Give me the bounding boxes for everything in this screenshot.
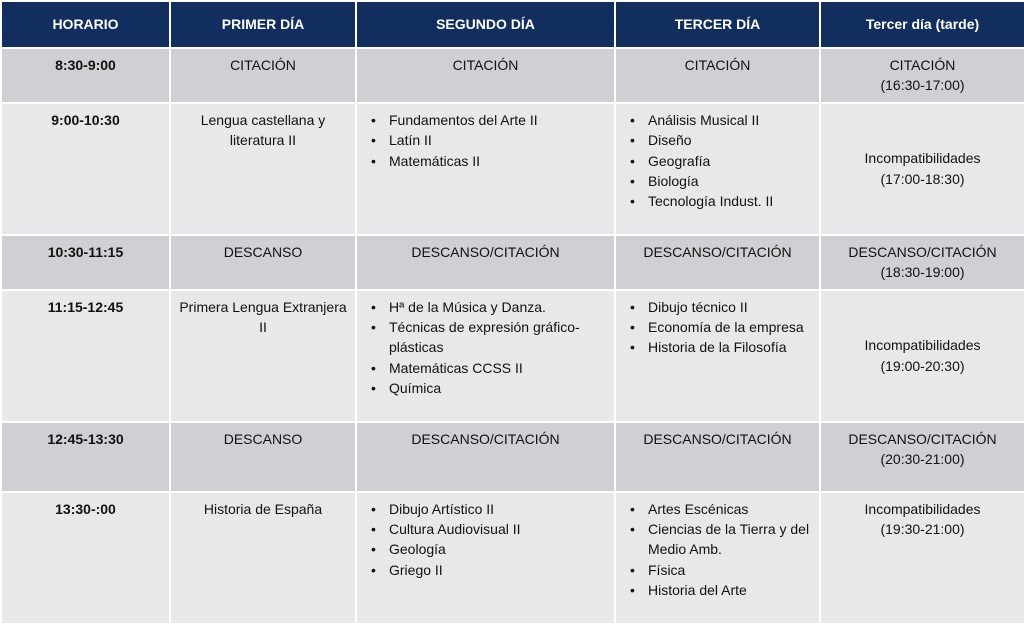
afternoon-cell <box>820 492 1024 624</box>
list-item: • Historia de la Filosofía <box>628 337 811 357</box>
day2-cell <box>356 103 615 235</box>
list-item: • Dibujo técnico II <box>628 297 811 317</box>
afternoon-time: (19:00-20:30) <box>880 357 965 374</box>
header-segundo-dia: SEGUNDO DÍA <box>356 1 615 48</box>
afternoon-cell <box>820 48 1024 103</box>
list-item: • Economía de la empresa <box>628 317 811 337</box>
afternoon-time: (17:00-18:30) <box>880 170 965 187</box>
afternoon-label: Incompatibilidades <box>864 500 981 517</box>
afternoon-label: CITACIÓN <box>889 57 956 73</box>
afternoon-time: (16:30-17:00) <box>880 77 965 94</box>
header-primer-dia: PRIMER DÍA <box>170 1 356 48</box>
afternoon-time: (19:30-21:00) <box>880 521 965 538</box>
table-row <box>1 103 1024 235</box>
afternoon-label: Incompatibilidades <box>864 150 981 167</box>
list-item: • Matemáticas II <box>369 151 606 171</box>
day1-cell: Lengua castellana y literatura II <box>170 103 356 235</box>
list-item: • Biología <box>628 171 811 191</box>
table-row <box>1 48 1024 103</box>
day2-cell: DESCANSO/CITACIÓN <box>356 422 615 492</box>
subject-list <box>369 110 606 171</box>
afternoon-cell <box>820 235 1024 290</box>
list-item: • Dibujo Artístico II <box>369 499 606 519</box>
day3-cell <box>615 103 820 235</box>
list-item: • Ciencias de la Tierra y del Medio Amb. <box>628 519 811 560</box>
time-cell: 13:30-:00 <box>1 492 170 624</box>
table-row <box>1 235 1024 290</box>
day1-cell: Primera Lengua Extranjera II <box>170 290 356 422</box>
subject-list <box>628 499 811 601</box>
list-item: • Artes Escénicas <box>628 499 811 519</box>
list-item: • Diseño <box>628 130 811 150</box>
list-item: • Latín II <box>369 130 606 150</box>
subject-list <box>369 499 606 581</box>
subject-list <box>628 110 811 212</box>
afternoon-label: DESCANSO/CITACIÓN <box>848 243 997 260</box>
time-cell: 11:15-12:45 <box>1 290 170 422</box>
list-item: • Historia del Arte <box>628 580 811 600</box>
list-item: • Geografía <box>628 151 811 171</box>
afternoon-time: (18:30-19:00) <box>880 264 965 281</box>
table-row <box>1 492 1024 624</box>
list-item: • Cultura Audiovisual II <box>369 519 606 539</box>
time-cell: 9:00-10:30 <box>1 103 170 235</box>
list-item: • Técnicas de expresión gráfico-plásticas <box>369 317 606 358</box>
day2-cell: DESCANSO/CITACIÓN <box>356 235 615 290</box>
day1-cell: DESCANSO <box>170 422 356 492</box>
afternoon-time: (20:30-21:00) <box>880 451 965 468</box>
list-item: • Geología <box>369 539 606 559</box>
day3-cell: DESCANSO/CITACIÓN <box>615 422 820 492</box>
time-cell: 8:30-9:00 <box>1 48 170 103</box>
subject-list <box>628 297 811 358</box>
list-item: • Tecnología Indust. II <box>628 191 811 211</box>
header-tercer-dia-tarde: Tercer día (tarde) <box>820 1 1024 48</box>
list-item: • Hª de la Música y Danza. <box>369 297 606 317</box>
table-row <box>1 422 1024 492</box>
day2-cell: CITACIÓN <box>356 48 615 103</box>
afternoon-label: DESCANSO/CITACIÓN <box>848 430 997 447</box>
day3-cell: CITACIÓN <box>615 48 820 103</box>
list-item: • Química <box>369 378 606 398</box>
list-item: • Fundamentos del Arte II <box>369 110 606 130</box>
time-cell: 12:45-13:30 <box>1 422 170 492</box>
list-item: • Análisis Musical II <box>628 110 811 130</box>
table-row <box>1 290 1024 422</box>
day2-cell <box>356 290 615 422</box>
afternoon-cell <box>820 290 1024 422</box>
header-horario: HORARIO <box>1 1 170 48</box>
afternoon-label: Incompatibilidades <box>864 337 981 354</box>
list-item: • Griego II <box>369 560 606 580</box>
subject-list <box>369 297 606 399</box>
header-tercer-dia: TERCER DÍA <box>615 1 820 48</box>
day2-cell <box>356 492 615 624</box>
list-item: • Matemáticas CCSS II <box>369 358 606 378</box>
list-item: • Física <box>628 560 811 580</box>
day3-cell <box>615 492 820 624</box>
time-cell: 10:30-11:15 <box>1 235 170 290</box>
day3-cell: DESCANSO/CITACIÓN <box>615 235 820 290</box>
afternoon-cell <box>820 422 1024 492</box>
day1-cell: DESCANSO <box>170 235 356 290</box>
day3-cell <box>615 290 820 422</box>
day1-cell: CITACIÓN <box>170 48 356 103</box>
afternoon-cell <box>820 103 1024 235</box>
day1-cell: Historia de España <box>170 492 356 624</box>
header-row <box>1 1 1024 48</box>
